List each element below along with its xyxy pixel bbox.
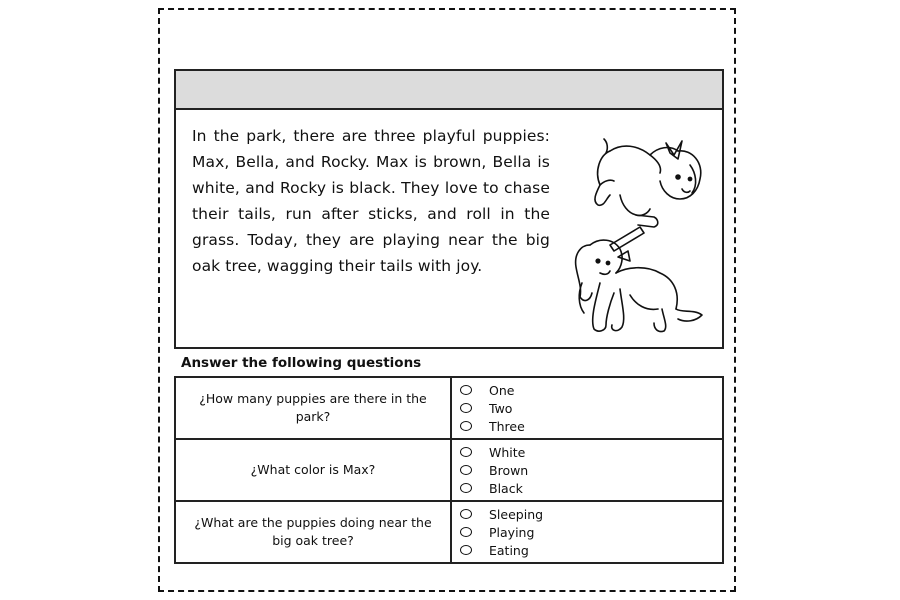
radio-circle-icon[interactable]: [460, 447, 472, 457]
radio-circle-icon[interactable]: [460, 545, 472, 555]
answer-option[interactable]: [460, 523, 722, 541]
table-row: [175, 439, 723, 501]
puppy-bottom-drawing: [576, 240, 702, 331]
answer-option[interactable]: [460, 541, 722, 559]
questions-table: [174, 376, 724, 564]
radio-circle-icon[interactable]: [460, 385, 472, 395]
radio-circle-icon[interactable]: [460, 465, 472, 475]
reading-passage: In the park, there are three playful puppies: Max, Bella, and Rocky. Max is brown, Bella is white, and Rocky is black. They love to chase their tails, run after sticks, and roll in the grass. Today, they are playing near the big oak tree, wagging their tails with joy.: [192, 127, 550, 275]
puppies-illustration: [570, 133, 710, 338]
options-cell: [451, 439, 723, 501]
question-text: ¿How many puppies are there in the park?: [199, 391, 427, 424]
reading-box: [174, 69, 724, 349]
answer-option[interactable]: [460, 505, 722, 523]
question-text: ¿What are the puppies doing near the big oak tree?: [194, 515, 432, 548]
radio-circle-icon[interactable]: [460, 527, 472, 537]
table-row: [175, 377, 723, 439]
table-row: [175, 501, 723, 563]
question-text: ¿What color is Max?: [250, 462, 376, 477]
answer-option[interactable]: [460, 399, 722, 417]
option-label: Two: [489, 400, 513, 416]
options-cell: [451, 501, 723, 563]
answer-option[interactable]: [460, 381, 722, 399]
question-cell: [175, 439, 451, 501]
radio-circle-icon[interactable]: [460, 421, 472, 431]
question-cell: [175, 501, 451, 563]
radio-circle-icon[interactable]: [460, 509, 472, 519]
title-bar: [176, 71, 722, 110]
question-cell: [175, 377, 451, 439]
option-label: Black: [489, 480, 523, 496]
option-label: Eating: [489, 542, 529, 558]
answer-option[interactable]: [460, 443, 722, 461]
answer-option[interactable]: [460, 479, 722, 497]
answer-option[interactable]: [460, 417, 722, 435]
option-label: Brown: [489, 462, 529, 478]
option-label: Sleeping: [489, 506, 544, 522]
instructions-heading: Answer the following questions: [181, 355, 422, 371]
stick-drawing: [610, 227, 644, 251]
answer-option[interactable]: [460, 461, 722, 479]
option-label: White: [489, 444, 526, 460]
options-cell: [451, 377, 723, 439]
radio-circle-icon[interactable]: [460, 483, 472, 493]
option-label: One: [489, 382, 515, 398]
radio-circle-icon[interactable]: [460, 403, 472, 413]
option-label: Three: [489, 418, 525, 434]
puppy-top-drawing: [595, 139, 701, 227]
option-label: Playing: [489, 524, 535, 540]
